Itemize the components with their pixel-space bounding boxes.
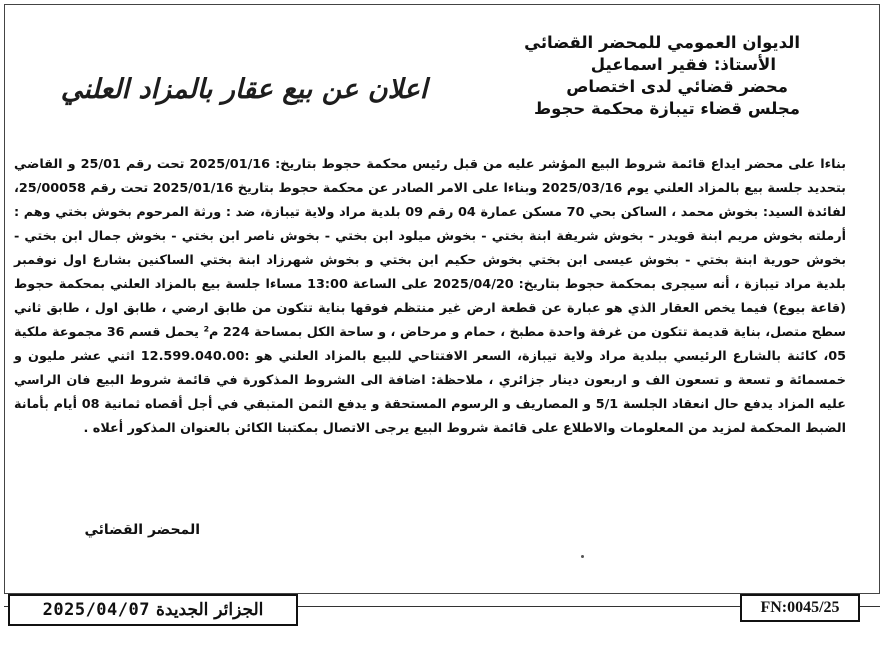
newspaper-name: الجزائر الجديدة (155, 600, 264, 620)
court-name: مجلس قضاء تيبازة محكمة حجوط (534, 99, 800, 118)
bailiff-jurisdiction: محضر قضائي لدى اختصاص (566, 77, 788, 96)
notice-paragraph: بناءا على محضر ايداع قائمة شروط البيع المؤشر عليه من قبل رئيس محكمة حجوط بتاريخ: 2025/01/16 تحت رقم 25/01 و القاضي بتحديد جلسة بيع بالمزاد العلني يوم 2025/03/16 وبناءا على الامر الصادر عن محكمة حجوط بتاريخ 2025/01/16 تحت رقم 25/00058، لفائدة السيد: بخوش محمد ، الساكن بحي 70 مسكن عمارة 04 رقم 09 بلدية مراد ولاية تيبازة، ضد : ورثة المرحوم بخوش بختي وهم : أرملته بخوش مريم ابنة قويدر - بخوش شريفة ابنة بختي - بخوش ميلود ابن بختي - بخوش ناصر ابن بختي - بخوش جمال ابن بختي - بخوش حورية ابنة بختي - بخوش عيسى ابن بختي بخوش حكيم ابن بختي و بخوش شهرزاد ابنة بختي الساكنين بشارع اول نوفمبر بلدية مراد تيبازة ، أنه سيجرى بمحكمة حجوط بتاريخ: 2025/04/20 على الساعة 13:00 مساءا جلسة بيع بالمزاد العلني بمحكمة حجوط (قاعة بيوع) فيما يخص العقار الذي هو عبارة عن قطعة ارض غير منتظم فوقها بناية تتكون من طابق ارضي ، طابق اول ، طابق ثاني سطح متصل، بناية قديمة تتكون من غرفة واحدة مطبخ ، حمام و مرحاض ، و ساحة الكل بمساحة 224 م² يحمل قسم 36 مجموعة ملكية 05، كائنة بالشارع الرئيسي ببلدية مراد ولاية تيبازة، السعر الافتتاحي للبيع بالمزاد العلني هو :12.599.040.00 اثني عشر مليون و خمسمائة و تسعة و تسعون الف و اربعون دينار جزائري ، ملاحظة: اضافة الى الشروط المذكورة في قائمة شروط البيع فان الراسي عليه المزاد يدفع حال انعقاد الجلسة 5/1 و المصاريف و الرسوم المستحقة و يدفع الثمن المتبقي في أجل أقصاه ثمانية 08 أيام بأمانة الضبط المحكمة لمزيد من المعلومات والاطلاع على قائمة شروط البيع يرجى الاتصال بمكتبنا الكائن بالعنوان المذكور أعلاه . (14, 157, 847, 436)
speck (581, 555, 584, 558)
publication-date: 2025/04/07 (42, 600, 150, 620)
file-number-box (740, 594, 860, 622)
office-name: الديوان العمومي للمحضر القضائي (524, 33, 800, 52)
signature: المحضر القضائي (84, 522, 200, 538)
notice-body (14, 153, 846, 441)
newspaper-box (8, 594, 298, 626)
file-number: FN:0045/25 (760, 599, 840, 616)
notice-title: اعلان عن بيع عقار بالمزاد العلني (60, 74, 428, 105)
office-header (440, 32, 800, 120)
bailiff-name: الأستاذ: فقير اسماعيل (590, 55, 776, 74)
